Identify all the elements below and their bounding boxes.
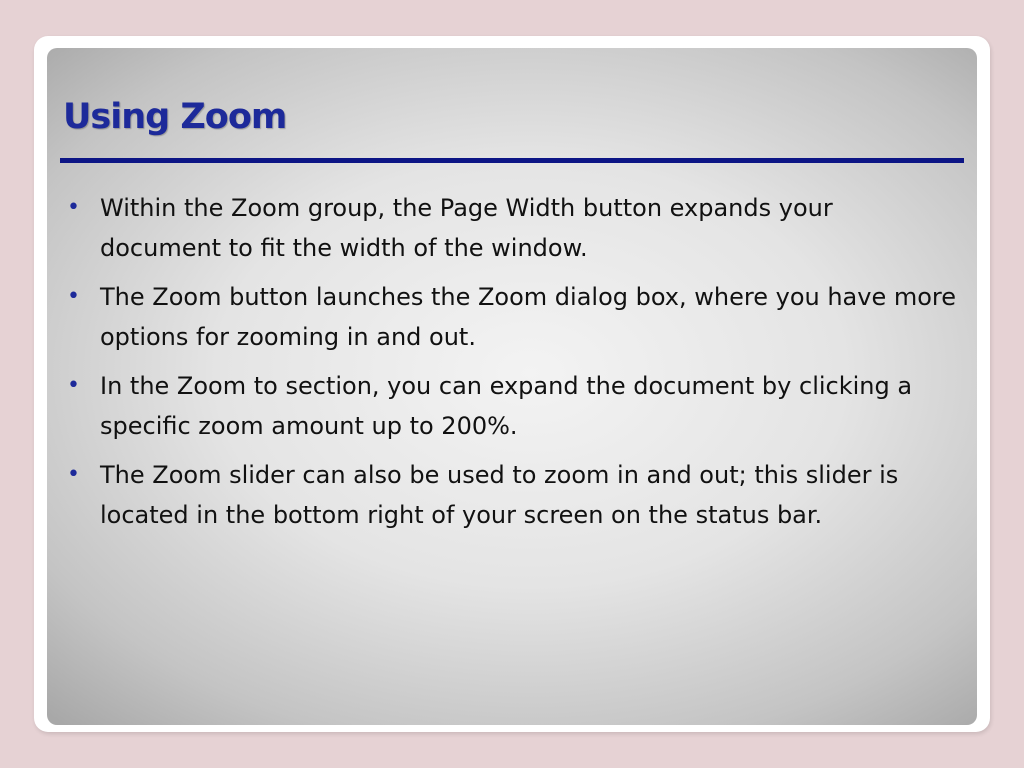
- bullet-dot-icon: •: [67, 373, 80, 398]
- bullet-item: [67, 277, 957, 357]
- bullet-text: In the Zoom to section, you can expand the document by clicking a specific zoom amount up to 200%.: [100, 372, 913, 440]
- bullet-item: [67, 366, 957, 446]
- slide-frame: [34, 36, 990, 732]
- title-underline-rule: [60, 158, 964, 163]
- bullet-list: [67, 188, 957, 544]
- bullet-dot-icon: •: [67, 462, 80, 487]
- bullet-text: Within the Zoom group, the Page Width button expands your document to fit the width of the window.: [100, 194, 833, 262]
- slide-title: Using Zoom: [63, 97, 287, 137]
- bullet-text: The Zoom button launches the Zoom dialog box, where you have more options for zooming in and out.: [100, 283, 957, 351]
- slide-content-area: [47, 48, 977, 725]
- bullet-item: [67, 188, 957, 268]
- bullet-dot-icon: •: [67, 195, 80, 220]
- bullet-item: [67, 455, 957, 535]
- bullet-text: The Zoom slider can also be used to zoom in and out; this slider is located in the bottom right of your screen on the status bar.: [100, 461, 899, 529]
- bullet-dot-icon: •: [67, 284, 80, 309]
